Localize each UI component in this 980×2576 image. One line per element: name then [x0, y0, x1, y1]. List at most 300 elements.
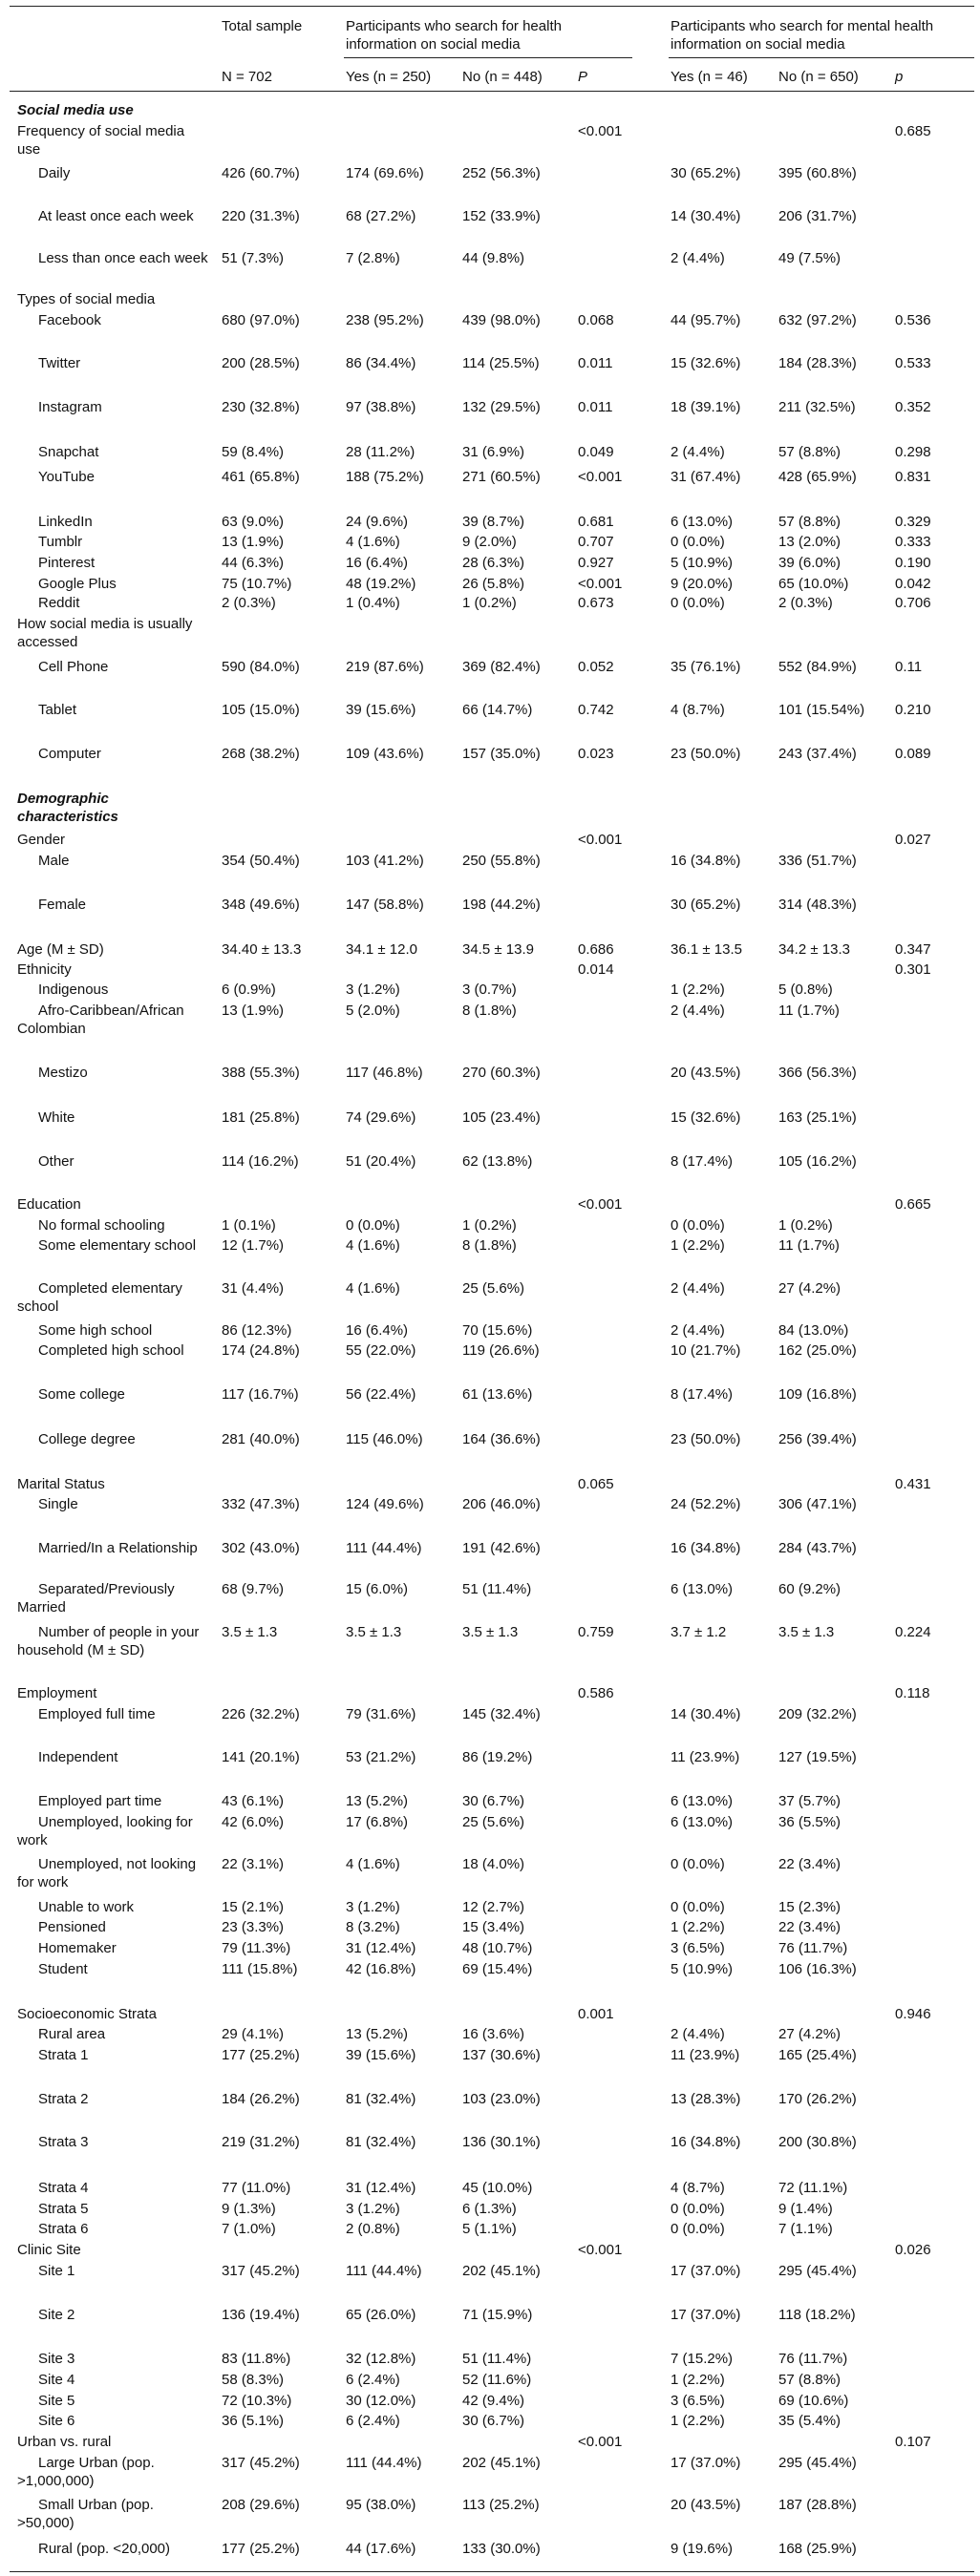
cell-m-yes: 20 (43.5%) [671, 1065, 741, 1081]
row-label: Unemployed, not looking for work [17, 1856, 197, 1890]
cell-m-yes: 10 (21.7%) [671, 1342, 741, 1359]
row-label: YouTube [38, 469, 95, 485]
cell-h-no: 3.5 ± 1.3 [462, 1624, 519, 1640]
cell-m-no: 9 (1.4%) [778, 2201, 833, 2217]
cell-h-yes: 68 (27.2%) [346, 208, 416, 224]
row-label: Strata 1 [38, 2047, 89, 2063]
cell-total: 268 (38.2%) [222, 746, 300, 762]
cell-m-no: 162 (25.0%) [778, 1342, 857, 1359]
cell-h-p: 0.681 [578, 514, 614, 530]
cell-h-yes: 13 (5.2%) [346, 1793, 409, 1809]
cell-h-yes: 39 (15.6%) [346, 702, 416, 718]
cell-h-yes: 39 (15.6%) [346, 2047, 416, 2063]
cell-h-p: 0.707 [578, 534, 614, 550]
cell-m-yes: 2 (4.4%) [671, 1003, 725, 1019]
cell-m-no: 314 (48.3%) [778, 897, 857, 913]
cell-h-p: 0.052 [578, 659, 614, 675]
cell-m-p: 0.333 [895, 534, 931, 550]
cell-h-yes: 16 (6.4%) [346, 555, 409, 571]
cell-h-no: 1 (0.2%) [462, 595, 517, 611]
row-label: Student [38, 1961, 88, 1977]
cell-m-yes: 2 (4.4%) [671, 1322, 725, 1339]
row-label: Cell Phone [38, 659, 109, 675]
cell-h-yes: 6 (2.4%) [346, 2413, 400, 2429]
cell-h-no: 8 (1.8%) [462, 1237, 517, 1254]
row-label: Facebook [38, 312, 101, 328]
cell-m-p: 0.027 [895, 832, 931, 848]
cell-h-p: 0.586 [578, 1685, 614, 1701]
row-label: Site 1 [38, 2263, 75, 2279]
cell-total: 105 (15.0%) [222, 702, 300, 718]
cell-m-yes: 8 (17.4%) [671, 1153, 734, 1170]
cell-h-yes: 109 (43.6%) [346, 746, 424, 762]
cell-h-yes: 16 (6.4%) [346, 1322, 409, 1339]
row-label: Homemaker [38, 1940, 117, 1956]
cell-h-yes: 51 (20.4%) [346, 1153, 416, 1170]
row-label: Some elementary school [38, 1237, 197, 1254]
cell-total: 13 (1.9%) [222, 534, 285, 550]
cell-m-no: 57 (8.8%) [778, 514, 842, 530]
header-health-yes: Yes (n = 250) [346, 69, 432, 85]
cell-m-no: 206 (31.7%) [778, 208, 857, 224]
cell-h-yes: 0 (0.0%) [346, 1217, 400, 1234]
cell-h-yes: 3 (1.2%) [346, 982, 400, 998]
cell-h-no: 439 (98.0%) [462, 312, 541, 328]
cell-m-no: 552 (84.9%) [778, 659, 857, 675]
cell-m-no: 49 (7.5%) [778, 250, 842, 266]
cell-total: 13 (1.9%) [222, 1003, 285, 1019]
cell-h-p: <0.001 [578, 2434, 623, 2450]
cell-m-yes: 17 (37.0%) [671, 2307, 741, 2323]
cell-m-yes: 3.7 ± 1.2 [671, 1624, 727, 1640]
cell-m-yes: 16 (34.8%) [671, 853, 741, 869]
cell-h-no: 44 (9.8%) [462, 250, 525, 266]
cell-h-no: 133 (30.0%) [462, 2541, 541, 2557]
cell-m-yes: 0 (0.0%) [671, 595, 725, 611]
cell-total: 58 (8.3%) [222, 2372, 285, 2388]
row-label: Strata 2 [38, 2091, 89, 2107]
row-label: Less than once each week [38, 250, 208, 266]
cell-h-no: 103 (23.0%) [462, 2091, 541, 2107]
cell-h-yes: 3 (1.2%) [346, 2201, 400, 2217]
cell-m-yes: 24 (52.2%) [671, 1496, 741, 1512]
cell-m-no: 22 (3.4%) [778, 1856, 842, 1872]
cell-m-yes: 0 (0.0%) [671, 2221, 725, 2237]
cell-h-no: 270 (60.3%) [462, 1065, 541, 1081]
cell-h-no: 206 (46.0%) [462, 1496, 541, 1512]
cell-m-no: 2 (0.3%) [778, 595, 833, 611]
cell-m-yes: 3 (6.5%) [671, 2393, 725, 2409]
cell-m-yes: 1 (2.2%) [671, 1237, 725, 1254]
cell-total: 181 (25.8%) [222, 1109, 300, 1126]
cell-h-p: 0.023 [578, 746, 614, 762]
cell-h-no: 191 (42.6%) [462, 1540, 541, 1556]
header-health-p: P [578, 69, 588, 85]
cell-h-yes: 53 (21.2%) [346, 1749, 416, 1765]
row-label: Strata 4 [38, 2180, 89, 2196]
cell-m-no: 366 (56.3%) [778, 1065, 857, 1081]
cell-m-no: 39 (6.0%) [778, 555, 842, 571]
cell-m-p: 0.352 [895, 399, 931, 415]
cell-m-yes: 16 (34.8%) [671, 2134, 741, 2150]
cell-total: 72 (10.3%) [222, 2393, 292, 2409]
cell-m-no: 284 (43.7%) [778, 1540, 857, 1556]
cell-h-yes: 44 (17.6%) [346, 2541, 416, 2557]
cell-m-no: 11 (1.7%) [778, 1237, 840, 1254]
cell-m-no: 37 (5.7%) [778, 1793, 842, 1809]
cell-total: 83 (11.8%) [222, 2351, 291, 2367]
cell-h-yes: 56 (22.4%) [346, 1386, 416, 1403]
row-label: Indigenous [38, 982, 109, 998]
cell-h-p: <0.001 [578, 469, 623, 485]
row-label: Twitter [38, 355, 81, 371]
cell-h-no: 202 (45.1%) [462, 2455, 541, 2471]
row-label: Types of social media [17, 291, 156, 307]
header-health-no: No (n = 448) [462, 69, 543, 85]
cell-h-no: 119 (26.6%) [462, 1342, 540, 1359]
cell-h-no: 61 (13.6%) [462, 1386, 533, 1403]
cell-m-yes: 9 (19.6%) [671, 2541, 734, 2557]
health-group-rule [344, 57, 632, 58]
cell-m-no: 11 (1.7%) [778, 1003, 840, 1019]
cell-h-no: 86 (19.2%) [462, 1749, 533, 1765]
row-label: Employment [17, 1685, 97, 1701]
cell-m-p: 0.665 [895, 1196, 931, 1213]
cell-h-no: 71 (15.9%) [462, 2307, 533, 2323]
cell-h-yes: 147 (58.8%) [346, 897, 424, 913]
cell-total: 29 (4.1%) [222, 2026, 285, 2042]
cell-h-yes: 74 (29.6%) [346, 1109, 416, 1126]
cell-m-p: 0.946 [895, 2006, 931, 2022]
cell-h-yes: 30 (12.0%) [346, 2393, 416, 2409]
cell-m-no: 170 (26.2%) [778, 2091, 857, 2107]
cell-m-yes: 4 (8.7%) [671, 702, 725, 718]
cell-h-no: 8 (1.8%) [462, 1003, 517, 1019]
row-label: Instagram [38, 399, 102, 415]
cell-h-yes: 219 (87.6%) [346, 659, 424, 675]
cell-total: 177 (25.2%) [222, 2541, 300, 2557]
header-mental-group: Participants who search for mental health information on social media [671, 18, 934, 53]
cell-total: 31 (4.4%) [222, 1280, 285, 1297]
cell-h-yes: 4 (1.6%) [346, 1237, 400, 1254]
cell-h-no: 164 (36.6%) [462, 1431, 541, 1447]
cell-m-p: 0.431 [895, 1476, 931, 1492]
cell-h-no: 51 (11.4%) [462, 1581, 532, 1597]
cell-h-yes: 188 (75.2%) [346, 469, 424, 485]
row-label: Social media use [17, 102, 134, 118]
row-label: Rural area [38, 2026, 106, 2042]
row-label: Mestizo [38, 1065, 88, 1081]
cell-h-no: 42 (9.4%) [462, 2393, 525, 2409]
row-label: Strata 6 [38, 2221, 89, 2237]
cell-m-yes: 17 (37.0%) [671, 2455, 741, 2471]
cell-h-yes: 111 (44.4%) [346, 2263, 422, 2279]
cell-m-p: 0.089 [895, 746, 931, 762]
row-label: Small Urban (pop. >50,000) [17, 2497, 154, 2531]
cell-h-no: 12 (2.7%) [462, 1899, 525, 1915]
top-rule [10, 6, 974, 7]
cell-total: 230 (32.8%) [222, 399, 300, 415]
row-label: Ethnicity [17, 961, 72, 978]
row-label: Unable to work [38, 1899, 135, 1915]
cell-h-no: 66 (14.7%) [462, 702, 533, 718]
cell-m-yes: 23 (50.0%) [671, 1431, 741, 1447]
row-label: How social media is usually accessed [17, 616, 193, 650]
header-total-sample: Total sample [222, 18, 303, 34]
header-mental-p: p [895, 69, 904, 85]
cell-total: 680 (97.0%) [222, 312, 300, 328]
cell-m-yes: 23 (50.0%) [671, 746, 741, 762]
cell-m-no: 1 (0.2%) [778, 1217, 833, 1234]
cell-total: 114 (16.2%) [222, 1153, 299, 1170]
cell-m-p: 0.11 [895, 659, 923, 675]
cell-total: 317 (45.2%) [222, 2263, 300, 2279]
cell-total: 208 (29.6%) [222, 2497, 300, 2513]
row-label: Site 6 [38, 2413, 75, 2429]
cell-h-yes: 103 (41.2%) [346, 853, 424, 869]
row-label: Independent [38, 1749, 118, 1765]
cell-total: 184 (26.2%) [222, 2091, 300, 2107]
cell-total: 354 (50.4%) [222, 853, 300, 869]
cell-h-p: 0.001 [578, 2006, 614, 2022]
cell-h-no: 145 (32.4%) [462, 1706, 541, 1722]
cell-total: 34.40 ± 13.3 [222, 941, 302, 958]
cell-total: 42 (6.0%) [222, 1814, 285, 1830]
cell-h-p: 0.673 [578, 595, 614, 611]
cell-h-no: 6 (1.3%) [462, 2201, 517, 2217]
row-label: Site 5 [38, 2393, 75, 2409]
cell-h-yes: 97 (38.8%) [346, 399, 416, 415]
cell-m-yes: 13 (28.3%) [671, 2091, 741, 2107]
cell-total: 2 (0.3%) [222, 595, 276, 611]
cell-m-p: 0.347 [895, 941, 931, 958]
cell-h-no: 202 (45.1%) [462, 2263, 541, 2279]
cell-m-no: 3.5 ± 1.3 [778, 1624, 835, 1640]
cell-m-p: 0.042 [895, 576, 931, 592]
cell-h-yes: 4 (1.6%) [346, 534, 400, 550]
row-label: Google Plus [38, 576, 117, 592]
cell-h-no: 28 (6.3%) [462, 555, 525, 571]
cell-m-yes: 1 (2.2%) [671, 2413, 725, 2429]
cell-m-yes: 17 (37.0%) [671, 2263, 741, 2279]
cell-m-no: 163 (25.1%) [778, 1109, 857, 1126]
cell-h-yes: 55 (22.0%) [346, 1342, 416, 1359]
cell-m-yes: 11 (23.9%) [671, 2047, 740, 2063]
cell-m-no: 395 (60.8%) [778, 165, 857, 181]
cell-total: 220 (31.3%) [222, 208, 300, 224]
cell-total: 51 (7.3%) [222, 250, 285, 266]
cell-h-no: 52 (11.6%) [462, 2372, 532, 2388]
row-label: Other [38, 1153, 75, 1170]
cell-m-no: 22 (3.4%) [778, 1919, 842, 1935]
row-label: Some college [38, 1386, 125, 1403]
cell-m-no: 105 (16.2%) [778, 1153, 857, 1170]
cell-m-no: 84 (13.0%) [778, 1322, 849, 1339]
cell-m-no: 76 (11.7%) [778, 2351, 848, 2367]
row-label: No formal schooling [38, 1217, 165, 1234]
cell-h-no: 30 (6.7%) [462, 2413, 525, 2429]
row-label: Number of people in your household (M ± SD) [17, 1624, 200, 1658]
row-label: Male [38, 853, 70, 869]
cell-m-yes: 8 (17.4%) [671, 1386, 734, 1403]
cell-h-p: <0.001 [578, 832, 623, 848]
cell-h-yes: 3.5 ± 1.3 [346, 1624, 402, 1640]
cell-total: 36 (5.1%) [222, 2413, 285, 2429]
cell-h-p: 0.927 [578, 555, 614, 571]
cell-h-no: 16 (3.6%) [462, 2026, 525, 2042]
cell-total: 59 (8.4%) [222, 444, 285, 460]
cell-total: 177 (25.2%) [222, 2047, 300, 2063]
cell-total: 226 (32.2%) [222, 1706, 300, 1722]
cell-m-yes: 16 (34.8%) [671, 1540, 741, 1556]
header-mental-no: No (n = 650) [778, 69, 859, 85]
cell-m-no: 35 (5.4%) [778, 2413, 842, 2429]
cell-h-yes: 28 (11.2%) [346, 444, 415, 460]
cell-h-p: 0.068 [578, 312, 614, 328]
cell-h-no: 62 (13.8%) [462, 1153, 533, 1170]
cell-total: 590 (84.0%) [222, 659, 300, 675]
cell-h-no: 369 (82.4%) [462, 659, 541, 675]
cell-h-no: 15 (3.4%) [462, 1919, 525, 1935]
cell-total: 15 (2.1%) [222, 1899, 285, 1915]
cell-h-yes: 111 (44.4%) [346, 1540, 422, 1556]
cell-m-yes: 11 (23.9%) [671, 1749, 740, 1765]
cell-m-yes: 6 (13.0%) [671, 514, 734, 530]
cell-m-yes: 7 (15.2%) [671, 2351, 734, 2367]
cell-m-no: 13 (2.0%) [778, 534, 842, 550]
cell-h-no: 114 (25.5%) [462, 355, 540, 371]
cell-h-no: 5 (1.1%) [462, 2221, 517, 2237]
cell-m-no: 209 (32.2%) [778, 1706, 857, 1722]
cell-h-p: <0.001 [578, 2242, 623, 2258]
cell-h-yes: 48 (19.2%) [346, 576, 416, 592]
cell-m-no: 57 (8.8%) [778, 444, 842, 460]
row-label: Frequency of social media use [17, 123, 185, 158]
row-label: Female [38, 897, 87, 913]
row-label: College degree [38, 1431, 136, 1447]
cell-m-yes: 4 (8.7%) [671, 2180, 725, 2196]
cell-h-yes: 111 (44.4%) [346, 2455, 422, 2471]
cell-h-p: 0.011 [578, 399, 613, 415]
cell-h-p: <0.001 [578, 1196, 623, 1213]
header-mental-yes: Yes (n = 46) [671, 69, 748, 85]
cell-m-no: 72 (11.1%) [778, 2180, 848, 2196]
cell-m-yes: 5 (10.9%) [671, 555, 734, 571]
cell-m-p: 0.190 [895, 555, 931, 571]
cell-h-yes: 6 (2.4%) [346, 2372, 400, 2388]
cell-m-no: 57 (8.8%) [778, 2372, 842, 2388]
cell-m-no: 69 (10.6%) [778, 2393, 849, 2409]
cell-m-no: 187 (28.8%) [778, 2497, 857, 2513]
cell-h-p: 0.049 [578, 444, 614, 460]
cell-h-no: 105 (23.4%) [462, 1109, 541, 1126]
cell-m-no: 76 (11.7%) [778, 1940, 848, 1956]
cell-h-no: 25 (5.6%) [462, 1814, 525, 1830]
cell-m-yes: 6 (13.0%) [671, 1581, 734, 1597]
cell-total: 77 (11.0%) [222, 2180, 291, 2196]
cell-m-yes: 15 (32.6%) [671, 1109, 741, 1126]
cell-total: 23 (3.3%) [222, 1919, 285, 1935]
cell-m-no: 60 (9.2%) [778, 1581, 842, 1597]
cell-h-no: 252 (56.3%) [462, 165, 541, 181]
row-label: At least once each week [38, 208, 194, 224]
cell-m-no: 109 (16.8%) [778, 1386, 857, 1403]
cell-m-no: 184 (28.3%) [778, 355, 857, 371]
cell-h-no: 250 (55.8%) [462, 853, 541, 869]
cell-h-yes: 2 (0.8%) [346, 2221, 400, 2237]
cell-h-no: 198 (44.2%) [462, 897, 541, 913]
row-label: Separated/Previously Married [17, 1581, 175, 1615]
header-n-total: N = 702 [222, 69, 272, 85]
cell-h-yes: 1 (0.4%) [346, 595, 400, 611]
cell-h-no: 25 (5.6%) [462, 1280, 525, 1297]
cell-m-no: 7 (1.1%) [778, 2221, 833, 2237]
cell-m-yes: 15 (32.6%) [671, 355, 741, 371]
cell-m-p: 0.533 [895, 355, 931, 371]
cell-h-yes: 7 (2.8%) [346, 250, 400, 266]
cell-m-p: 0.329 [895, 514, 931, 530]
row-label: Urban vs. rural [17, 2434, 112, 2450]
row-label: Gender [17, 832, 66, 848]
cell-m-yes: 2 (4.4%) [671, 2026, 725, 2042]
cell-m-yes: 5 (10.9%) [671, 1961, 734, 1977]
cell-h-no: 45 (10.0%) [462, 2180, 533, 2196]
cell-m-no: 632 (97.2%) [778, 312, 857, 328]
cell-h-no: 152 (33.9%) [462, 208, 541, 224]
cell-total: 111 (15.8%) [222, 1961, 298, 1977]
cell-m-yes: 0 (0.0%) [671, 1856, 725, 1872]
cell-h-p: 0.014 [578, 961, 614, 978]
row-label: Married/In a Relationship [38, 1540, 198, 1556]
cell-m-no: 127 (19.5%) [778, 1749, 857, 1765]
cell-total: 317 (45.2%) [222, 2455, 300, 2471]
cell-h-no: 69 (15.4%) [462, 1961, 533, 1977]
cell-total: 22 (3.1%) [222, 1856, 285, 1872]
cell-m-yes: 6 (13.0%) [671, 1814, 734, 1830]
cell-h-no: 3 (0.7%) [462, 982, 517, 998]
cell-total: 86 (12.3%) [222, 1322, 292, 1339]
cell-m-no: 200 (30.8%) [778, 2134, 857, 2150]
cell-total: 332 (47.3%) [222, 1496, 300, 1512]
cell-m-no: 295 (45.4%) [778, 2263, 857, 2279]
cell-h-p: 0.742 [578, 702, 614, 718]
row-label: Afro-Caribbean/African Colombian [17, 1003, 184, 1037]
cell-m-yes: 0 (0.0%) [671, 2201, 725, 2217]
cell-total: 200 (28.5%) [222, 355, 300, 371]
cell-m-yes: 2 (4.4%) [671, 444, 725, 460]
cell-total: 68 (9.7%) [222, 1581, 285, 1597]
cell-h-yes: 8 (3.2%) [346, 1919, 400, 1935]
cell-h-yes: 117 (46.8%) [346, 1065, 423, 1081]
cell-m-yes: 1 (2.2%) [671, 1919, 725, 1935]
cell-total: 388 (55.3%) [222, 1065, 300, 1081]
cell-m-yes: 1 (2.2%) [671, 2372, 725, 2388]
cell-h-yes: 42 (16.8%) [346, 1961, 416, 1977]
row-label: Strata 3 [38, 2134, 89, 2150]
cell-m-yes: 30 (65.2%) [671, 165, 741, 181]
cell-m-no: 306 (47.1%) [778, 1496, 857, 1512]
cell-m-p: 0.298 [895, 444, 931, 460]
cell-h-p: <0.001 [578, 123, 623, 139]
row-label: White [38, 1109, 75, 1126]
cell-h-no: 39 (8.7%) [462, 514, 525, 530]
cell-h-yes: 238 (95.2%) [346, 312, 424, 328]
cell-total: 117 (16.7%) [222, 1386, 299, 1403]
cell-h-yes: 15 (6.0%) [346, 1581, 409, 1597]
cell-m-yes: 35 (76.1%) [671, 659, 741, 675]
row-label: Socioeconomic Strata [17, 2006, 157, 2022]
row-label: Site 3 [38, 2351, 75, 2367]
